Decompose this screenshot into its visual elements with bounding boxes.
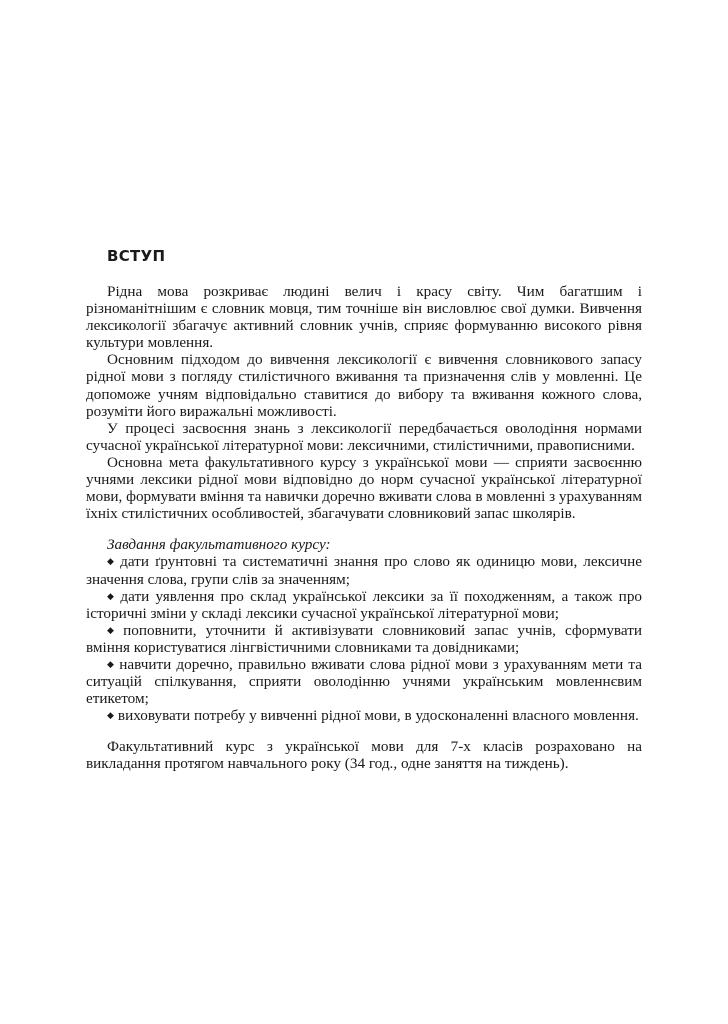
task-item-3 [86,622,642,656]
paragraph-4: Основна мета факультативного курсу з української мови — сприяти засвоєнню учнями лексики рідної мови відповідно до норм сучасної української літературної мови, формувати вміння та навички доречно вживати слова в мовленні з урахуванням їхніх стилістичних особливостей, збагачувати словниковий запас школярів. [86,453,642,523]
closing-paragraph: Факультативний курс з української мови для 7-х класів розраховано на викладання протягом навчального року (34 год., одне заняття на тиждень). [86,738,642,773]
task-item-text: виховувати потребу у вивченні рідної мови, в удосконаленні власного мовлення. [117,707,639,725]
task-item-4 [86,656,642,707]
bullet-icon: ◆ [107,658,116,669]
paragraph-2: Основним підходом до вивчення лексикології є вивчення словникового запасу рідної мови з погляду стилістичного вживання та призначення слів у мовленні. Це допоможе учням відповідально ставитися до вибору та вживання кожного слова, розуміти його виражальні можливості. [86,351,642,420]
bullet-icon: ◆ [107,624,120,635]
task-item-text: навчити доречно, правильно вживати слова рідної мови з урахуванням мети та ситуацій спілкування, сприяти оволодінню учнями українським мовленнєвим етикетом; [86,655,642,708]
section-heading: ВСТУП [107,247,166,265]
task-item-text: дати ґрунтовні та систематичні знання про слово як одиницю мови, лексичне значення слова, групи слів за значенням; [86,553,643,588]
paragraph-3: У процесі засвоєння знань з лексикології передбачається оволодіння нормами сучасної української літературної мови: лексичними, стилістичними, правописними. [86,419,642,454]
bullet-icon: ◆ [107,556,117,567]
task-item-1 [86,553,642,587]
paragraph-1: Рідна мова розкриває людині велич і красу світу. Чим багатшим і різноманітнішим є словник мовця, тим точніше він висловлює свої думки. Вивчення лексикології збагачує активний словник учнів, сприяє формуванню високого рівня культури мовлення. [86,283,642,352]
bullet-icon: ◆ [107,590,117,601]
task-item-text: поповнити, уточнити й активізувати словниковий запас учнів, сформувати вміння користуватися лінгвістичними словниками та довідниками; [86,621,643,656]
task-item-text: дати уявлення про склад української лексики за її походженням, а також про історичні зміни у складі лексики сучасної української літературної мови; [86,587,643,622]
task-item-2 [86,588,642,622]
tasks-title: Завдання факультативного курсу: [107,536,331,554]
bullet-icon: ◆ [107,710,114,721]
task-item-5 [86,707,642,724]
body-text [86,283,642,773]
